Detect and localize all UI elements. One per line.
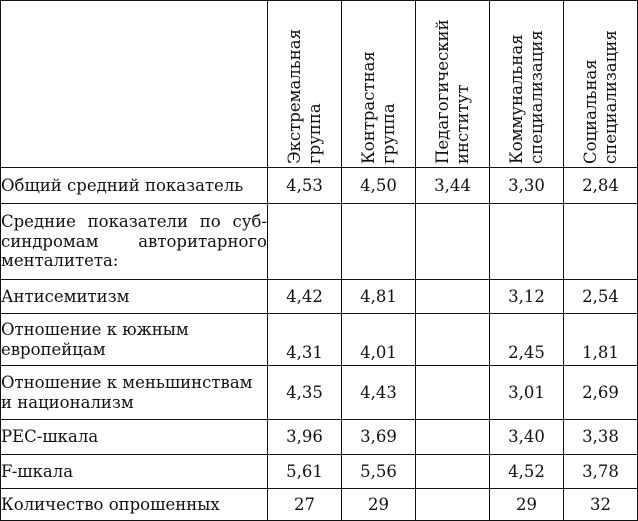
table-cell xyxy=(416,420,490,455)
row-label xyxy=(1,204,268,280)
table-row xyxy=(1,420,638,455)
table-cell xyxy=(564,204,638,280)
table-cell: 4,42 xyxy=(268,280,342,314)
row-label xyxy=(1,489,268,521)
row-label-line: синдромам авторитарного xyxy=(1,231,267,251)
row-label-line: менталитета: xyxy=(1,251,119,271)
table-cell: 4,50 xyxy=(342,168,416,204)
row-label-line: Отношение к южным xyxy=(1,320,189,340)
header-contrast-group xyxy=(342,1,416,168)
table-cell: 1,81 xyxy=(564,314,638,366)
table-cell: 2,69 xyxy=(564,366,638,420)
table-cell: 4,53 xyxy=(268,168,342,204)
row-label-line: Общий средний показатель xyxy=(1,175,244,195)
table-cell: 4,31 xyxy=(268,314,342,366)
table-cell: 5,56 xyxy=(342,455,416,489)
table-cell xyxy=(416,204,490,280)
table-cell: 3,38 xyxy=(564,420,638,455)
row-label-line: РЕС-шкала xyxy=(1,427,99,447)
row-label xyxy=(1,366,268,420)
header-line: Коммунальная xyxy=(506,34,526,164)
table-cell xyxy=(268,204,342,280)
table-cell: 4,81 xyxy=(342,280,416,314)
header-corner xyxy=(1,1,268,168)
table-cell xyxy=(416,280,490,314)
row-label-line: F-шкала xyxy=(1,461,74,481)
row-label xyxy=(1,455,268,489)
table-cell: 3,69 xyxy=(342,420,416,455)
header-line: Контрастная xyxy=(358,51,378,164)
table-cell xyxy=(416,314,490,366)
row-label xyxy=(1,420,268,455)
table-cell: 27 xyxy=(268,489,342,521)
header-line: Педагогический xyxy=(432,19,452,164)
table-cell: 2,84 xyxy=(564,168,638,204)
table-cell: 4,01 xyxy=(342,314,416,366)
table-cell xyxy=(416,455,490,489)
row-label-line: Средние показатели по суб- xyxy=(1,212,267,232)
table-cell xyxy=(416,489,490,521)
header-communal-specialization xyxy=(490,1,564,168)
row-label xyxy=(1,168,268,204)
table-cell: 4,35 xyxy=(268,366,342,420)
row-label-line: Отношение к меньшинствам xyxy=(1,373,253,393)
row-label-line: Антисемитизм xyxy=(1,286,130,306)
table-row xyxy=(1,168,638,204)
header-line: Экстремальная xyxy=(284,28,304,164)
table-cell: 3,12 xyxy=(490,280,564,314)
header-row xyxy=(1,1,638,168)
header-line: группа xyxy=(304,103,324,164)
table-cell: 2,54 xyxy=(564,280,638,314)
table-row xyxy=(1,280,638,314)
table-cell: 3,44 xyxy=(416,168,490,204)
header-extreme-group xyxy=(268,1,342,168)
table-cell xyxy=(342,204,416,280)
table-cell: 5,61 xyxy=(268,455,342,489)
table-cell: 4,52 xyxy=(490,455,564,489)
table-cell: 3,96 xyxy=(268,420,342,455)
table-cell: 3,40 xyxy=(490,420,564,455)
table-row xyxy=(1,204,638,280)
row-label-line: и национализм xyxy=(1,392,134,412)
header-pedagogical-institute xyxy=(416,1,490,168)
table-row xyxy=(1,366,638,420)
row-label xyxy=(1,314,268,366)
header-line: специализация xyxy=(526,30,546,164)
table-cell: 2,45 xyxy=(490,314,564,366)
header-line: специализация xyxy=(600,30,620,164)
table-row xyxy=(1,455,638,489)
header-line: Социальная xyxy=(580,59,600,164)
table-row xyxy=(1,489,638,521)
row-label-line: Количество опрошенных xyxy=(1,494,220,514)
row-label xyxy=(1,280,268,314)
header-line: институт xyxy=(452,84,472,164)
table-cell xyxy=(416,366,490,420)
header-social-specialization xyxy=(564,1,638,168)
header-line: группа xyxy=(378,103,398,164)
table-cell: 29 xyxy=(342,489,416,521)
table-cell: 29 xyxy=(490,489,564,521)
table-row xyxy=(1,314,638,366)
table-cell: 32 xyxy=(564,489,638,521)
row-label-line: европейцам xyxy=(1,339,106,359)
table-cell: 3,01 xyxy=(490,366,564,420)
table-cell: 4,43 xyxy=(342,366,416,420)
table-cell xyxy=(490,204,564,280)
table-cell: 3,30 xyxy=(490,168,564,204)
table-cell: 3,78 xyxy=(564,455,638,489)
